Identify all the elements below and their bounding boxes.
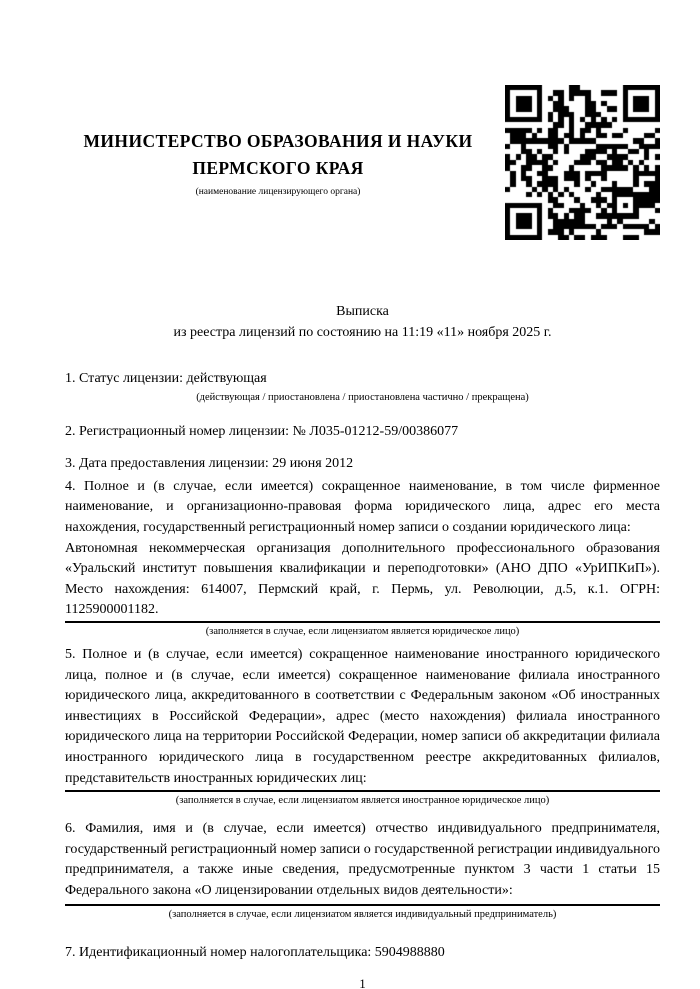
- ministry-name-line1: МИНИСТЕРСТВО ОБРАЗОВАНИЯ И НАУКИ: [83, 130, 473, 151]
- licensing-authority-caption: (наименование лицензирующего органа): [195, 186, 361, 197]
- foreign-entity-fill-line: [65, 790, 660, 792]
- taxpayer-id: 7. Идентификационный номер налогоплательщика: 5904988880: [65, 945, 445, 961]
- license-grant-date: 3. Дата предоставления лицензии: 29 июня 2012: [65, 456, 354, 472]
- document-title: [65, 302, 660, 343]
- qr-code: [505, 85, 660, 240]
- individual-entrepreneur-label: 6. Фамилия, имя и (в случае, если имеется) отчество индивидуального предпринимателя, государственный регистрационный номер записи о государственной регистрации индивидуального предпринимателя, а также иные сведения, предусмотренные пунктом 3 части 1 статьи 15 Федерального закона «О лицензировании отдельных видов деятельности»:: [65, 821, 660, 898]
- ministry-name-line2: ПЕРМСКОГО КРАЯ: [192, 157, 364, 178]
- licensing-authority-block: [65, 128, 505, 198]
- license-registration-number: 2. Регистрационный номер лицензии: № Л035-01212-59/00386077: [65, 423, 459, 439]
- legal-entity-fill-line: [65, 621, 660, 623]
- document-title-line2: из реестра лицензий по состоянию на 11:19 «11» ноября 2025 г.: [173, 324, 552, 340]
- page-number: 1: [359, 976, 366, 989]
- legal-entity-label: 4. Полное и (в случае, если имеется) сокращенное наименование, в том числе фирменное наименование, и организационно-правовая форма юридического лица, адрес его места нахождения, государственный регистрационный номер записи о создании юридического лица:: [65, 478, 660, 535]
- license-status-options-caption: (действующая / приостановлена / приостановлена частично / прекращена): [196, 391, 529, 403]
- document-header: [65, 85, 660, 240]
- individual-entrepreneur-caption: (заполняется в случае, если лицензиатом является индивидуальный предприниматель): [168, 909, 557, 921]
- document-title-line1: Выписка: [336, 304, 389, 319]
- license-status: 1. Статус лицензии: действующая: [65, 371, 267, 386]
- individual-entrepreneur-fill-line: [65, 904, 660, 906]
- foreign-entity-caption: (заполняется в случае, если лицензиатом является иностранное юридическое лицо): [175, 795, 550, 807]
- foreign-entity-label: 5. Полное и (в случае, если имеется) сокращенное наименование иностранного юридического лица, полное и (в случае, если имеется) сокращенное наименование филиала иностранного юридического лица, аккредитованного в соответствии с Федеральным законом «Об иностранных инвестициях в Российской Федерации», адрес (место нахождения) филиала иностранного юридического лица на территории Российской Федерации, номер записи об аккредитации филиала иностранного юридического лица в государственном реестре аккредитованных филиалов, представительств иностранных юридических лиц:: [65, 646, 660, 786]
- document-body: [65, 369, 660, 964]
- legal-entity-caption: (заполняется в случае, если лицензиатом является юридическое лицо): [205, 625, 520, 637]
- legal-entity-value: Автономная некоммерческая организация дополнительного профессионального образования «Уральский институт повышения квалификации и переподготовки» (АНО ДПО «УрИПКиП»). Место нахождения: 614007, Пермский край, г. Пермь, ул. Революции, д.5, к.1. ОГРН: 1125900001182.: [65, 540, 660, 618]
